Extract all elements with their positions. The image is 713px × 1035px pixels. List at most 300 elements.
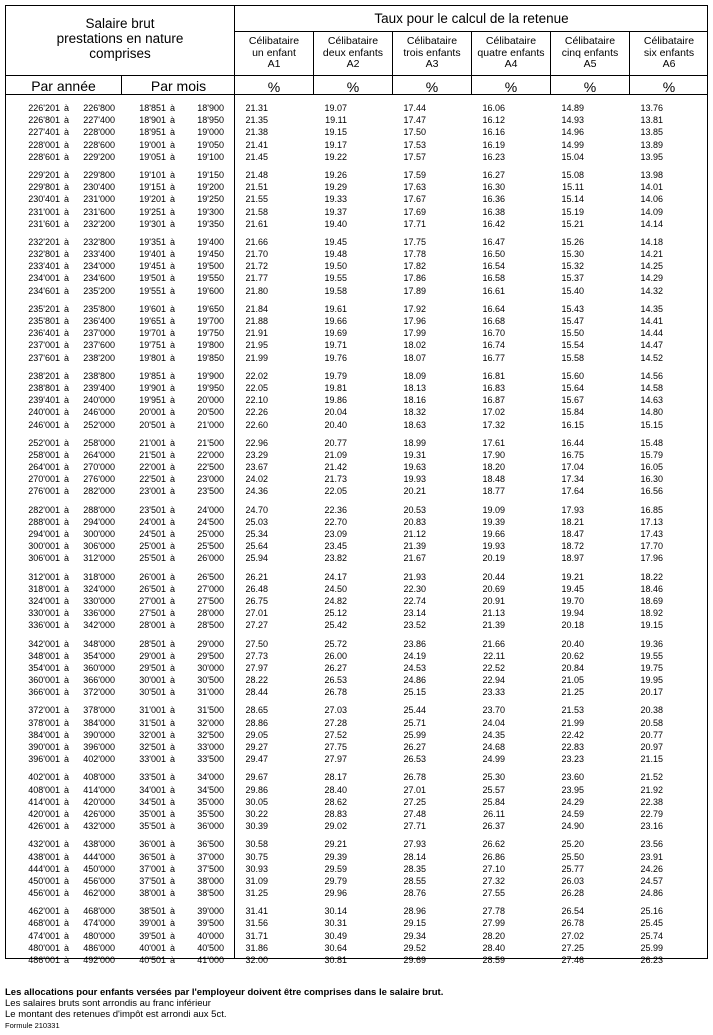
month-from-cell: 34'501 [139,796,166,807]
rate-a3-cell: 29.34 [403,930,426,941]
rate-a3-cell: 17.89 [403,285,426,296]
month-to-cell: 22'500 [197,462,224,473]
year-to-cell: 228'000 [83,127,115,138]
rate-a6-cell: 14.21 [640,249,663,260]
year-from-cell: 238'201 [28,370,60,381]
month-from-cell: 32'501 [139,742,166,752]
range-separator: à [170,930,176,941]
range-separator: à [170,218,176,229]
year-to-cell: 270'000 [83,462,115,473]
range-separator: à [64,608,70,619]
column-header-code: A3 [425,58,439,70]
rate-a5-cell: 15.64 [561,382,584,393]
rate-a3-cell: 21.67 [403,553,426,564]
range-separator: à [64,955,70,965]
rate-a2-cell: 19.29 [324,182,347,193]
rate-a6-cell: 20.17 [640,687,663,698]
month-from-cell: 21'001 [139,437,166,448]
table-row [6,394,707,406]
month-to-cell: 19'500 [197,261,224,272]
year-to-cell: 348'000 [83,638,115,649]
range-separator: à [170,541,176,552]
year-to-cell: 492'000 [83,955,115,965]
rate-a5-cell: 17.34 [561,474,584,485]
rate-a3-cell: 22.30 [403,583,426,594]
month-to-cell: 19'650 [197,303,224,314]
table-row [6,686,707,698]
month-to-cell: 19'100 [197,151,224,162]
year-from-cell: 474'001 [28,930,60,941]
rate-a5-cell: 14.93 [561,115,584,126]
rate-a4-cell: 26.37 [482,821,505,832]
rate-a1-cell: 30.93 [245,863,268,874]
rate-a5-cell: 19.45 [561,583,584,594]
rate-a6-cell: 22.79 [640,808,663,819]
month-from-cell: 19'401 [139,249,166,260]
rate-a1-cell: 31.41 [245,906,268,917]
year-from-cell: 324'001 [28,595,60,606]
range-separator: à [170,182,176,193]
rate-a2-cell: 29.79 [324,875,347,886]
rate-a2-cell: 19.66 [324,316,347,326]
month-to-cell: 34'500 [197,784,224,795]
rate-a3-cell: 29.15 [403,918,426,929]
rate-a6-cell: 13.98 [640,169,663,180]
rate-a5-cell: 20.62 [561,650,584,661]
rate-a1-cell: 26.21 [245,571,268,582]
rate-a6-cell: 14.44 [640,328,663,339]
year-to-cell: 456'000 [83,875,115,886]
range-separator: à [170,717,176,728]
rate-a2-cell: 19.48 [324,249,347,260]
range-separator: à [64,419,70,430]
range-separator: à [170,516,176,527]
rate-a3-cell: 24.53 [403,662,426,673]
range-separator: à [64,273,70,284]
rate-a1-cell: 21.95 [245,340,268,351]
table-row [6,954,707,966]
month-to-cell: 39'000 [197,906,224,917]
rate-a3-cell: 26.53 [403,754,426,765]
table-row [6,717,707,729]
rate-a6-cell: 18.22 [640,571,663,582]
year-from-cell: 226'801 [28,115,60,126]
rate-a2-cell: 22.70 [324,516,347,527]
range-separator: à [64,340,70,351]
rate-a2-cell: 19.22 [324,151,347,162]
range-separator: à [170,808,176,819]
table-row [6,504,707,516]
percent-unit: % [346,79,360,95]
range-separator: à [64,821,70,832]
rate-a3-cell: 26.27 [403,742,426,752]
rate-a6-cell: 14.01 [640,182,663,193]
rate-a4-cell: 24.99 [482,754,505,765]
year-from-cell: 226'201 [28,103,60,113]
rate-a6-cell: 14.41 [640,316,663,326]
rate-a3-cell: 24.19 [403,650,426,661]
table-row [6,236,707,248]
rate-a3-cell: 28.96 [403,906,426,917]
rate-a4-cell: 16.81 [482,370,505,381]
rate-a5-cell: 18.72 [561,541,584,552]
rate-a2-cell: 25.42 [324,620,347,631]
range-separator: à [170,942,176,953]
form-number: Formule 210331 [5,1021,60,1030]
table-row [6,272,707,284]
column-header-line: quatre enfants [477,46,545,59]
rate-a6-cell: 17.13 [640,516,663,527]
rate-a5-cell: 21.05 [561,675,584,686]
column-header-a5 [551,36,629,71]
month-to-cell: 33'000 [197,742,224,752]
range-separator: à [170,419,176,430]
rate-a4-cell: 16.77 [482,352,505,363]
rate-a6-cell: 16.05 [640,462,663,473]
rate-a1-cell: 29.67 [245,772,268,783]
rate-a1-cell: 24.70 [245,504,268,515]
table-row [6,437,707,449]
month-from-cell: 33'501 [139,772,166,783]
range-separator: à [170,382,176,393]
range-separator: à [170,918,176,929]
month-to-cell: 32'000 [197,717,224,728]
rate-a1-cell: 21.77 [245,273,268,284]
year-to-cell: 276'000 [83,474,115,485]
rate-a6-cell: 20.58 [640,717,663,728]
rate-a1-cell: 21.31 [245,103,268,113]
table-row [6,528,707,540]
rate-a4-cell: 26.62 [482,839,505,850]
table-row [6,704,707,716]
rate-a3-cell: 18.99 [403,437,426,448]
table-row [6,181,707,193]
rate-a6-cell: 23.91 [640,851,663,862]
rate-a3-cell: 21.93 [403,571,426,582]
month-to-cell: 41'000 [197,955,224,965]
per-month-label: Par mois [150,78,207,94]
rate-a1-cell: 25.34 [245,529,268,539]
year-from-cell: 234'601 [28,285,60,296]
rate-a6-cell: 25.99 [640,942,663,953]
rate-a4-cell: 25.57 [482,784,505,795]
rate-a2-cell: 19.11 [325,115,347,126]
rate-a1-cell: 30.05 [245,796,268,807]
rate-a4-cell: 17.02 [482,407,505,418]
rate-a5-cell: 21.99 [561,717,584,728]
range-separator: à [170,115,176,126]
range-separator: à [64,918,70,929]
footnotes [5,987,443,1031]
month-from-cell: 40'501 [139,955,166,965]
row-group [6,771,707,832]
rate-a2-cell: 19.58 [324,285,347,296]
range-separator: à [170,650,176,661]
year-to-cell: 237'600 [83,340,115,351]
rate-a1-cell: 21.41 [245,139,268,150]
range-separator: à [170,462,176,473]
rates-heading: Taux pour le calcul de la retenue [374,11,569,26]
rate-a4-cell: 16.36 [482,194,505,205]
rate-a6-cell: 14.14 [640,218,663,229]
year-from-cell: 240'001 [28,407,60,418]
percent-unit: % [425,79,439,95]
rate-a6-cell: 24.26 [640,863,663,874]
column-header-line: trois enfants [403,46,461,59]
table-row [6,169,707,181]
range-separator: à [170,249,176,260]
table-row [6,638,707,650]
range-separator: à [170,906,176,917]
year-from-cell: 233'401 [28,261,60,272]
rate-a3-cell: 18.09 [403,370,426,381]
column-header-a6 [630,36,708,71]
rate-a4-cell: 16.06 [482,103,505,113]
year-from-cell: 282'001 [28,504,60,515]
month-from-cell: 20'501 [139,419,166,430]
rate-a6-cell: 21.92 [640,784,663,795]
month-to-cell: 19'050 [197,139,224,150]
year-from-cell: 276'001 [28,486,60,497]
rate-a2-cell: 26.53 [324,675,347,686]
table-row [6,905,707,917]
table-row [6,741,707,753]
month-from-cell: 31'001 [139,705,166,716]
rate-a6-cell: 13.76 [640,103,663,113]
month-to-cell: 19'000 [197,127,224,138]
year-from-cell: 231'601 [28,218,60,229]
rate-a2-cell: 21.42 [324,462,347,473]
rate-a5-cell: 18.47 [561,529,584,539]
rate-a6-cell: 14.32 [640,285,663,296]
rate-a1-cell: 21.35 [245,115,268,126]
range-separator: à [170,662,176,673]
rate-a1-cell: 29.47 [245,754,268,765]
rate-a2-cell: 25.12 [324,608,347,619]
rule-under-taux [234,31,707,32]
rate-a2-cell: 28.40 [324,784,347,795]
range-separator: à [170,340,176,351]
rate-a2-cell: 19.07 [324,103,347,113]
rate-a1-cell: 25.64 [245,541,268,552]
year-to-cell: 336'000 [83,608,115,619]
rate-a2-cell: 24.82 [324,595,347,606]
row-group [6,905,707,966]
year-to-cell: 232'800 [83,236,115,247]
range-separator: à [64,729,70,740]
rate-a4-cell: 16.87 [482,395,505,406]
range-separator: à [64,382,70,393]
month-to-cell: 19'850 [197,352,224,363]
range-separator: à [64,638,70,649]
range-separator: à [64,407,70,418]
table-row [6,370,707,382]
row-group [6,504,707,565]
rate-a3-cell: 17.50 [403,127,426,138]
year-to-cell: 354'000 [83,650,115,661]
column-header-line: Célibataire [406,35,458,47]
rate-a1-cell: 21.45 [245,151,268,162]
year-from-cell: 312'001 [28,571,60,582]
rate-a4-cell: 16.38 [482,206,505,217]
month-from-cell: 23'501 [139,504,166,515]
table-row [6,650,707,662]
month-from-cell: 38'501 [139,906,166,917]
rate-a1-cell: 27.01 [245,608,268,619]
range-separator: à [170,139,176,150]
rate-a5-cell: 26.54 [561,906,584,917]
note-rounding-tax: Le montant des retenues d'impôt est arrondi aux 5ct. [5,1009,227,1020]
range-separator: à [64,687,70,698]
rate-a2-cell: 19.81 [324,382,347,393]
rate-a5-cell: 15.84 [561,407,584,418]
rate-a2-cell: 27.75 [324,742,347,752]
rate-a2-cell: 24.50 [324,583,347,594]
month-to-cell: 18'900 [197,103,224,113]
month-from-cell: 39'501 [139,930,166,941]
rate-a5-cell: 16.15 [561,419,584,430]
year-to-cell: 252'000 [83,419,115,430]
rate-a2-cell: 19.76 [324,352,347,363]
rate-a2-cell: 30.64 [324,942,347,953]
year-to-cell: 235'200 [83,285,115,296]
table-row [6,461,707,473]
month-to-cell: 21'000 [197,419,224,430]
year-from-cell: 480'001 [28,942,60,953]
rate-a3-cell: 17.75 [403,236,426,247]
month-to-cell: 19'900 [197,370,224,381]
rate-a1-cell: 30.58 [245,839,268,850]
rate-a3-cell: 29.69 [403,955,426,965]
rate-a6-cell: 23.56 [640,839,663,850]
rate-a5-cell: 23.23 [561,754,584,765]
rate-a6-cell: 19.15 [640,620,663,631]
year-to-cell: 330'000 [83,595,115,606]
range-separator: à [170,796,176,807]
range-separator: à [64,103,70,113]
rate-a1-cell: 29.86 [245,784,268,795]
rate-a3-cell: 18.07 [403,352,426,363]
range-separator: à [170,863,176,874]
rate-a3-cell: 19.63 [403,462,426,473]
rate-a5-cell: 24.90 [561,821,584,832]
rate-a3-cell: 18.13 [403,382,426,393]
month-from-cell: 19'851 [139,370,166,381]
month-to-cell: 19'250 [197,194,224,205]
year-from-cell: 231'001 [28,206,60,217]
note-allowances: Les allocations pour enfants versées par l'employeur doivent être comprises dans le salaire brut. [5,987,444,998]
year-to-cell: 378'000 [83,705,115,716]
year-from-cell: 408'001 [28,784,60,795]
table-row [6,595,707,607]
year-to-cell: 288'000 [83,504,115,515]
month-to-cell: 29'000 [197,638,224,649]
month-to-cell: 27'500 [197,595,224,606]
month-from-cell: 19'601 [139,303,166,314]
rate-a1-cell: 21.72 [245,261,268,272]
table-row [6,808,707,820]
rate-a6-cell: 15.79 [640,449,663,460]
month-from-cell: 27'001 [139,595,166,606]
rate-a5-cell: 23.60 [561,772,584,783]
month-from-cell: 36'501 [139,851,166,862]
rate-a6-cell: 13.81 [640,115,663,126]
rate-a4-cell: 26.86 [482,851,505,862]
row-group [6,236,707,297]
month-to-cell: 23'000 [197,474,224,485]
rate-a1-cell: 25.03 [245,516,268,527]
rate-a5-cell: 15.32 [561,261,584,272]
range-separator: à [64,875,70,886]
year-from-cell: 438'001 [28,851,60,862]
month-to-cell: 19'600 [197,285,224,296]
range-separator: à [64,839,70,850]
month-from-cell: 19'001 [139,139,166,150]
rate-a3-cell: 17.63 [403,182,426,193]
rate-a6-cell: 16.56 [640,486,663,497]
range-separator: à [64,151,70,162]
rate-a3-cell: 25.99 [403,729,426,740]
range-separator: à [64,261,70,272]
range-separator: à [64,474,70,485]
rate-a5-cell: 25.77 [561,863,584,874]
column-header-a2 [314,36,392,71]
rate-a4-cell: 22.11 [483,650,505,661]
rate-a5-cell: 16.44 [561,437,584,448]
rate-a2-cell: 19.86 [324,395,347,406]
rate-a6-cell: 25.45 [640,918,663,929]
month-to-cell: 38'500 [197,888,224,899]
rate-a5-cell: 15.37 [561,273,584,284]
rate-a6-cell: 20.38 [640,705,663,716]
rate-a2-cell: 29.21 [324,839,347,850]
month-to-cell: 35'500 [197,808,224,819]
rate-a1-cell: 31.86 [245,942,268,953]
table-row [6,315,707,327]
year-to-cell: 231'600 [83,206,115,217]
table-row [6,218,707,230]
rate-a6-cell: 18.46 [640,583,663,594]
range-separator: à [64,115,70,126]
year-from-cell: 232'201 [28,236,60,247]
rate-a5-cell: 14.99 [561,139,584,150]
rate-a2-cell: 19.15 [324,127,347,138]
month-to-cell: 26'500 [197,571,224,582]
rate-a2-cell: 29.02 [324,821,347,832]
year-to-cell: 414'000 [83,784,115,795]
rate-a5-cell: 22.83 [561,742,584,752]
rate-a1-cell: 21.99 [245,352,268,363]
rate-a4-cell: 20.69 [482,583,505,594]
range-separator: à [170,553,176,564]
table-row [6,771,707,783]
range-separator: à [170,206,176,217]
rate-a6-cell: 24.57 [640,875,663,886]
rate-rows [6,102,707,972]
table-row [6,206,707,218]
rate-a1-cell: 21.88 [245,316,268,326]
range-separator: à [64,249,70,260]
year-from-cell: 237'001 [28,340,60,351]
rate-a4-cell: 18.77 [482,486,505,497]
rate-a2-cell: 30.81 [324,955,347,965]
range-separator: à [170,839,176,850]
rate-a1-cell: 31.09 [245,875,268,886]
rate-a4-cell: 16.64 [482,303,505,314]
rate-a1-cell: 28.22 [245,675,268,686]
range-separator: à [170,705,176,716]
table-row [6,607,707,619]
